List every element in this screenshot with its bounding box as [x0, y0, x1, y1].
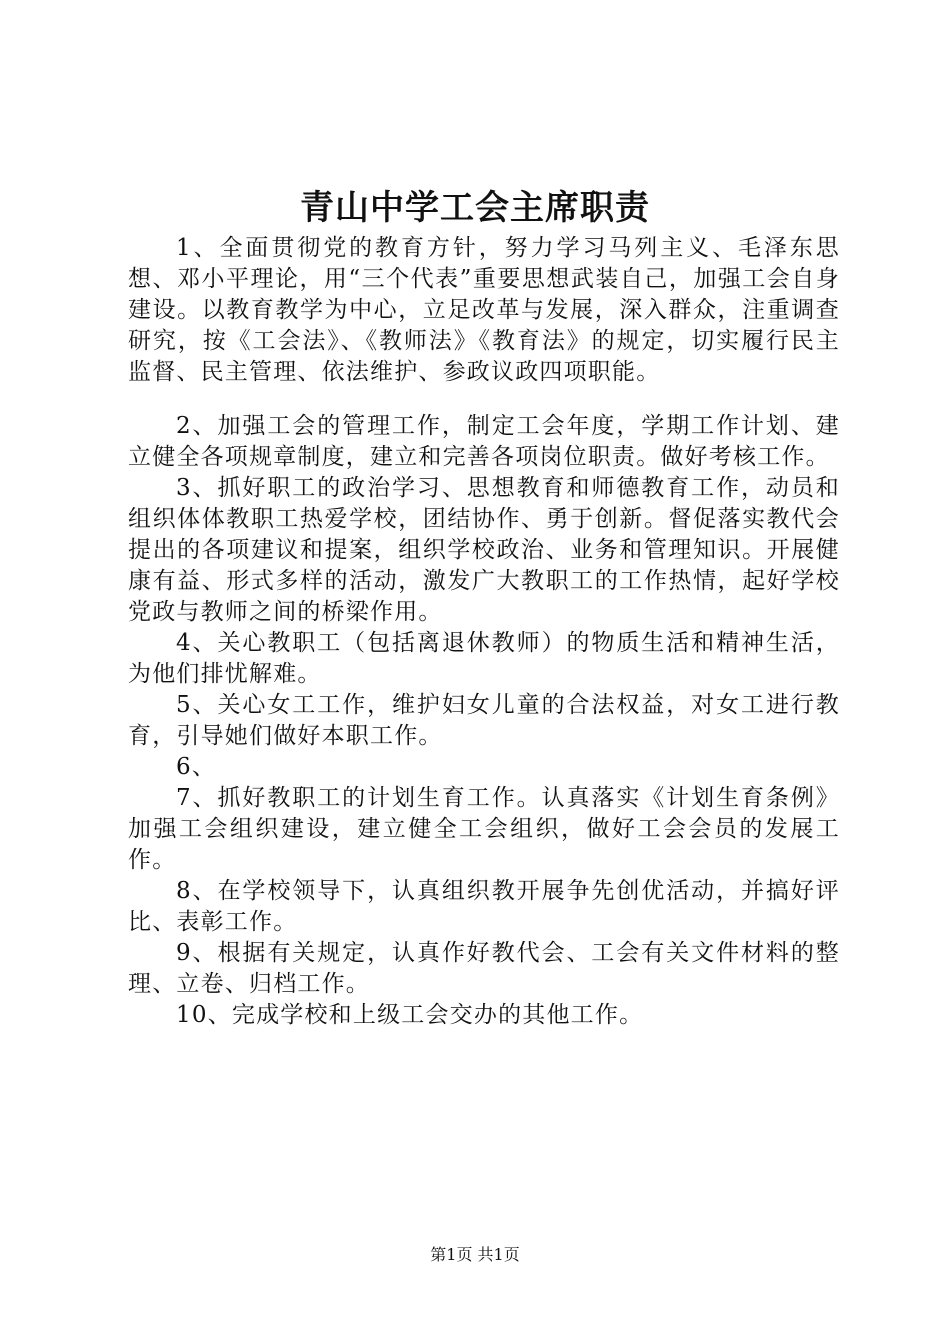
duty-item-10: 10、完成学校和上级工会交办的其他工作。 [176, 1002, 644, 1028]
duty-item-2: 2、加强工会的管理工作，制定工会年度，学期工作计划、建立健全各项规章制度，建立和完善各项岗位职责。做好考核工作。 [128, 413, 840, 470]
paragraph-spacer [128, 388, 840, 411]
duty-item-7: 7、抓好教职工的计划生育工作。认真落实《计划生育条例》加强工会组织建设，建立健全工会组织，做好工会会员的发展工作。 [128, 785, 840, 873]
duty-item-3: 3、抓好职工的政治学习、思想教育和师德教育工作，动员和组织体体教职工热爱学校，团结协作、勇于创新。督促落实教代会提出的各项建议和提案，组织学校政治、业务和管理知识。开展健康有益、形式多样的活动，激发广大教职工的工作热情，起好学校党政与教师之间的桥梁作用。 [128, 475, 840, 625]
duty-item-5: 5、关心女工工作，维护妇女儿童的合法权益，对女工进行教育，引导她们做好本职工作。 [128, 692, 840, 749]
duty-item-6: 6、 [176, 754, 217, 780]
duty-item-4: 4、关心教职工（包括离退休教师）的物质生活和精神生活，为他们排忧解难。 [128, 630, 840, 687]
document-title: 青山中学工会主席职责 [300, 188, 650, 228]
duty-item-9: 9、根据有关规定，认真作好教代会、工会有关文件材料的整理、立卷、归档工作。 [128, 940, 840, 997]
document-body [128, 233, 840, 1031]
duty-item-1: 1、全面贯彻党的教育方针，努力学习马列主义、毛泽东思想、邓小平理论，用“三个代表”重要思想武装自己，加强工会自身建设。以教育教学为中心，立足改革与发展，深入群众，注重调查研究，按《工会法》、《教师法》《教育法》的规定，切实履行民主监督、民主管理、依法维护、参政议政四项职能。 [128, 235, 840, 385]
page-number-footer: 第1页 共1页 [430, 1245, 520, 1264]
duty-item-8: 8、在学校领导下，认真组织教开展争先创优活动，并搞好评比、表彰工作。 [128, 878, 840, 935]
